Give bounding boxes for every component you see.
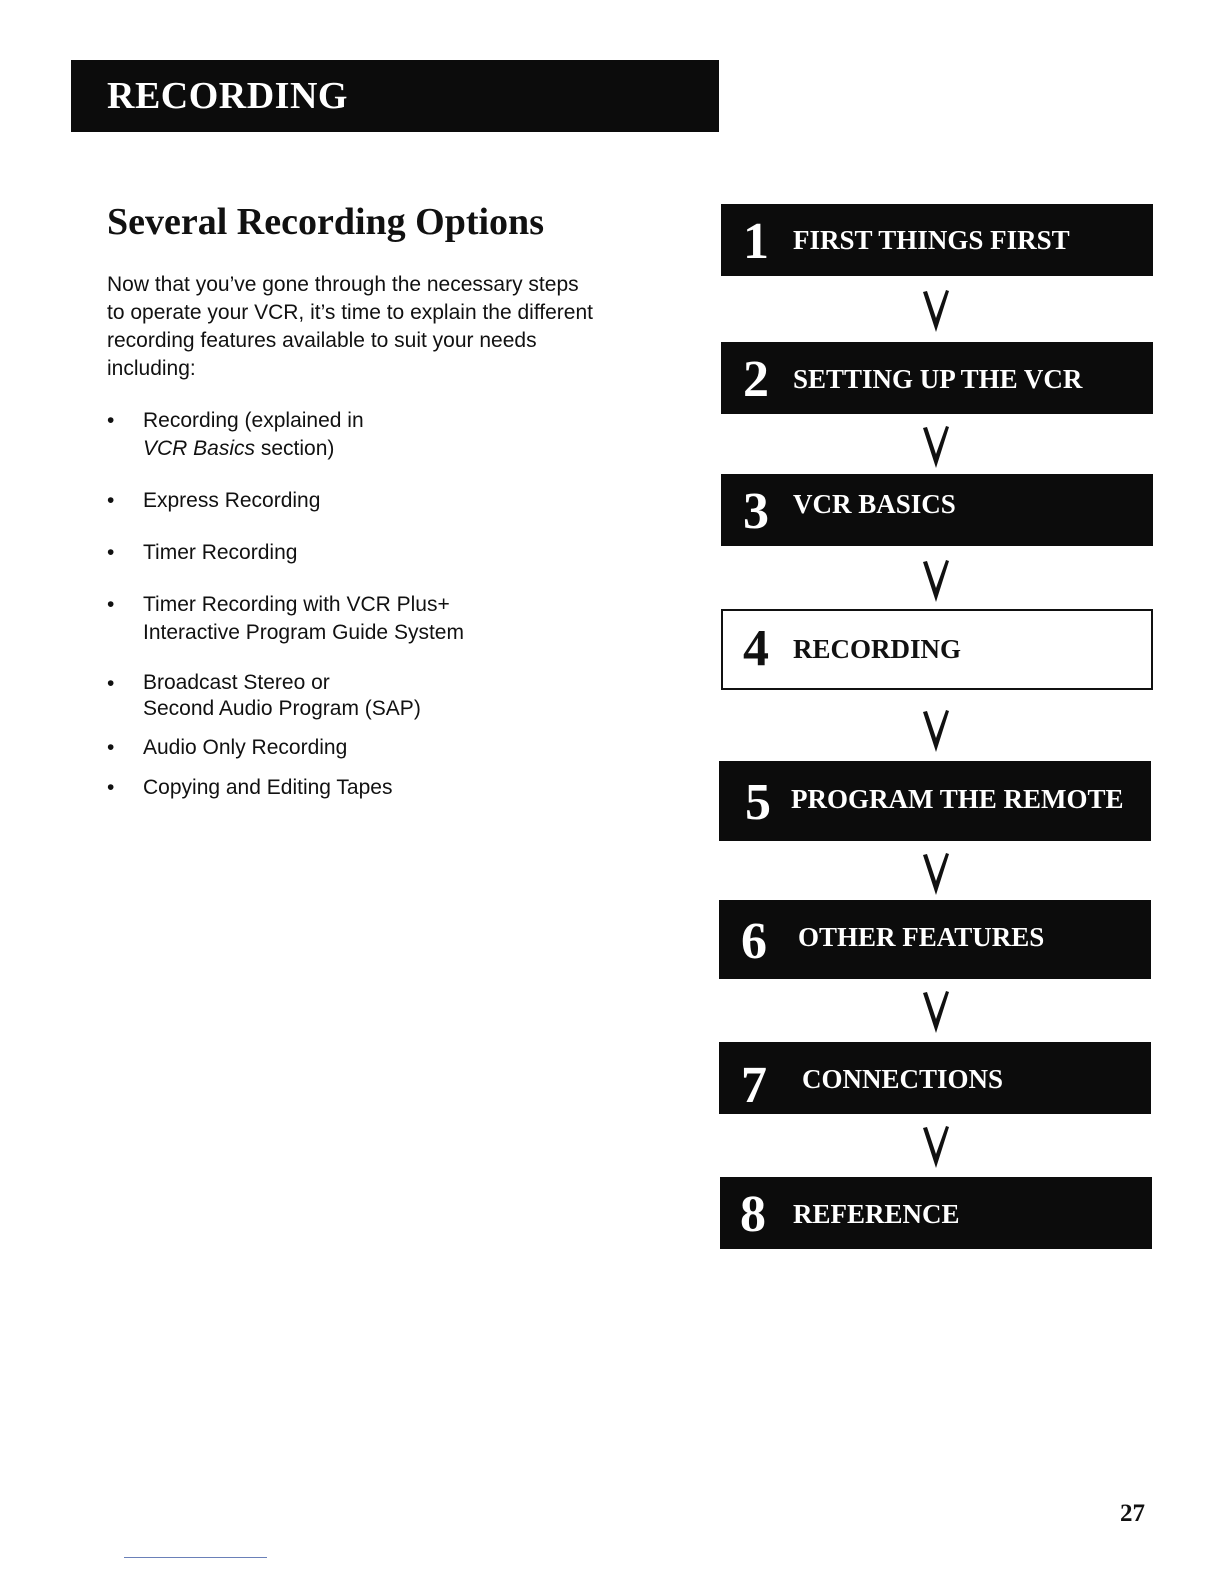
chapter-step-5[interactable] xyxy=(719,761,1151,841)
chapter-number: 3 xyxy=(743,483,769,540)
intro-line: recording features available to suit your needs xyxy=(107,329,537,352)
chapter-step-6[interactable] xyxy=(719,900,1151,979)
chapter-number: 7 xyxy=(741,1057,767,1114)
bullet-dot: • xyxy=(107,409,115,432)
list-item-text: Recording (explained in xyxy=(143,409,364,432)
intro-line: Now that you’ve gone through the necessary steps xyxy=(107,273,579,296)
chapter-label: OTHER FEATURES xyxy=(798,922,1045,952)
chapter-step-3[interactable] xyxy=(721,474,1153,546)
page-number: 27 xyxy=(1120,1500,1145,1527)
chapter-label: RECORDING xyxy=(793,634,962,664)
bullet-dot: • xyxy=(107,776,115,799)
chapter-number: 1 xyxy=(743,213,769,270)
chevron-down-icon xyxy=(922,989,950,1035)
page-heading: Several Recording Options xyxy=(107,201,544,243)
chapter-number: 6 xyxy=(741,913,767,970)
chapter-step-8[interactable] xyxy=(720,1177,1152,1249)
list-item-text: Broadcast Stereo or xyxy=(143,671,330,694)
chevron-down-icon xyxy=(922,851,950,897)
chevron-down-icon xyxy=(922,288,950,334)
list-item-text: Timer Recording with VCR Plus+ xyxy=(143,593,450,616)
chapter-label: VCR BASICS xyxy=(793,489,956,519)
chevron-down-icon xyxy=(922,708,950,754)
chevron-down-icon xyxy=(922,558,950,604)
list-item-text: Second Audio Program (SAP) xyxy=(143,697,421,720)
chevron-down-icon xyxy=(922,1124,950,1170)
bullet-dot: • xyxy=(107,489,115,512)
chapter-label: FIRST THINGS FIRST xyxy=(793,225,1070,255)
chapter-step-7[interactable] xyxy=(719,1042,1151,1114)
chapter-label: CONNECTIONS xyxy=(802,1064,1004,1094)
chapter-number: 5 xyxy=(745,774,771,831)
chapter-number: 8 xyxy=(740,1186,766,1243)
intro-paragraph xyxy=(107,271,687,383)
chevron-down-icon xyxy=(922,424,950,470)
chapter-label: PROGRAM THE REMOTE xyxy=(791,784,1124,814)
intro-line: to operate your VCR, it’s time to explain the different xyxy=(107,301,593,324)
chapter-step-1[interactable] xyxy=(721,204,1153,276)
chapter-number: 2 xyxy=(743,351,769,408)
list-item-text: Express Recording xyxy=(143,489,321,512)
list-item-text: Interactive Program Guide System xyxy=(143,621,464,644)
section-header-bar xyxy=(71,60,719,132)
list-item-text: section) xyxy=(255,437,335,460)
bullet-dot: • xyxy=(107,736,115,759)
bullet-dot: • xyxy=(107,672,115,695)
chapter-number: 4 xyxy=(743,620,769,677)
bullet-dot: • xyxy=(107,541,115,564)
list-item-text: Timer Recording xyxy=(143,541,298,564)
intro-line: including: xyxy=(107,357,196,380)
bullet-dot: • xyxy=(107,593,115,616)
chapter-step-4-current[interactable] xyxy=(721,609,1153,690)
chapter-step-2[interactable] xyxy=(721,342,1153,414)
list-item-text: Audio Only Recording xyxy=(143,736,348,759)
list-item-text: Copying and Editing Tapes xyxy=(143,776,393,799)
chapter-label: REFERENCE xyxy=(793,1199,960,1229)
footer-divider xyxy=(124,1557,267,1558)
chapter-label: SETTING UP THE VCR xyxy=(793,364,1083,394)
list-item-italic: VCR Basics xyxy=(143,437,256,460)
section-title: RECORDING xyxy=(107,75,348,117)
